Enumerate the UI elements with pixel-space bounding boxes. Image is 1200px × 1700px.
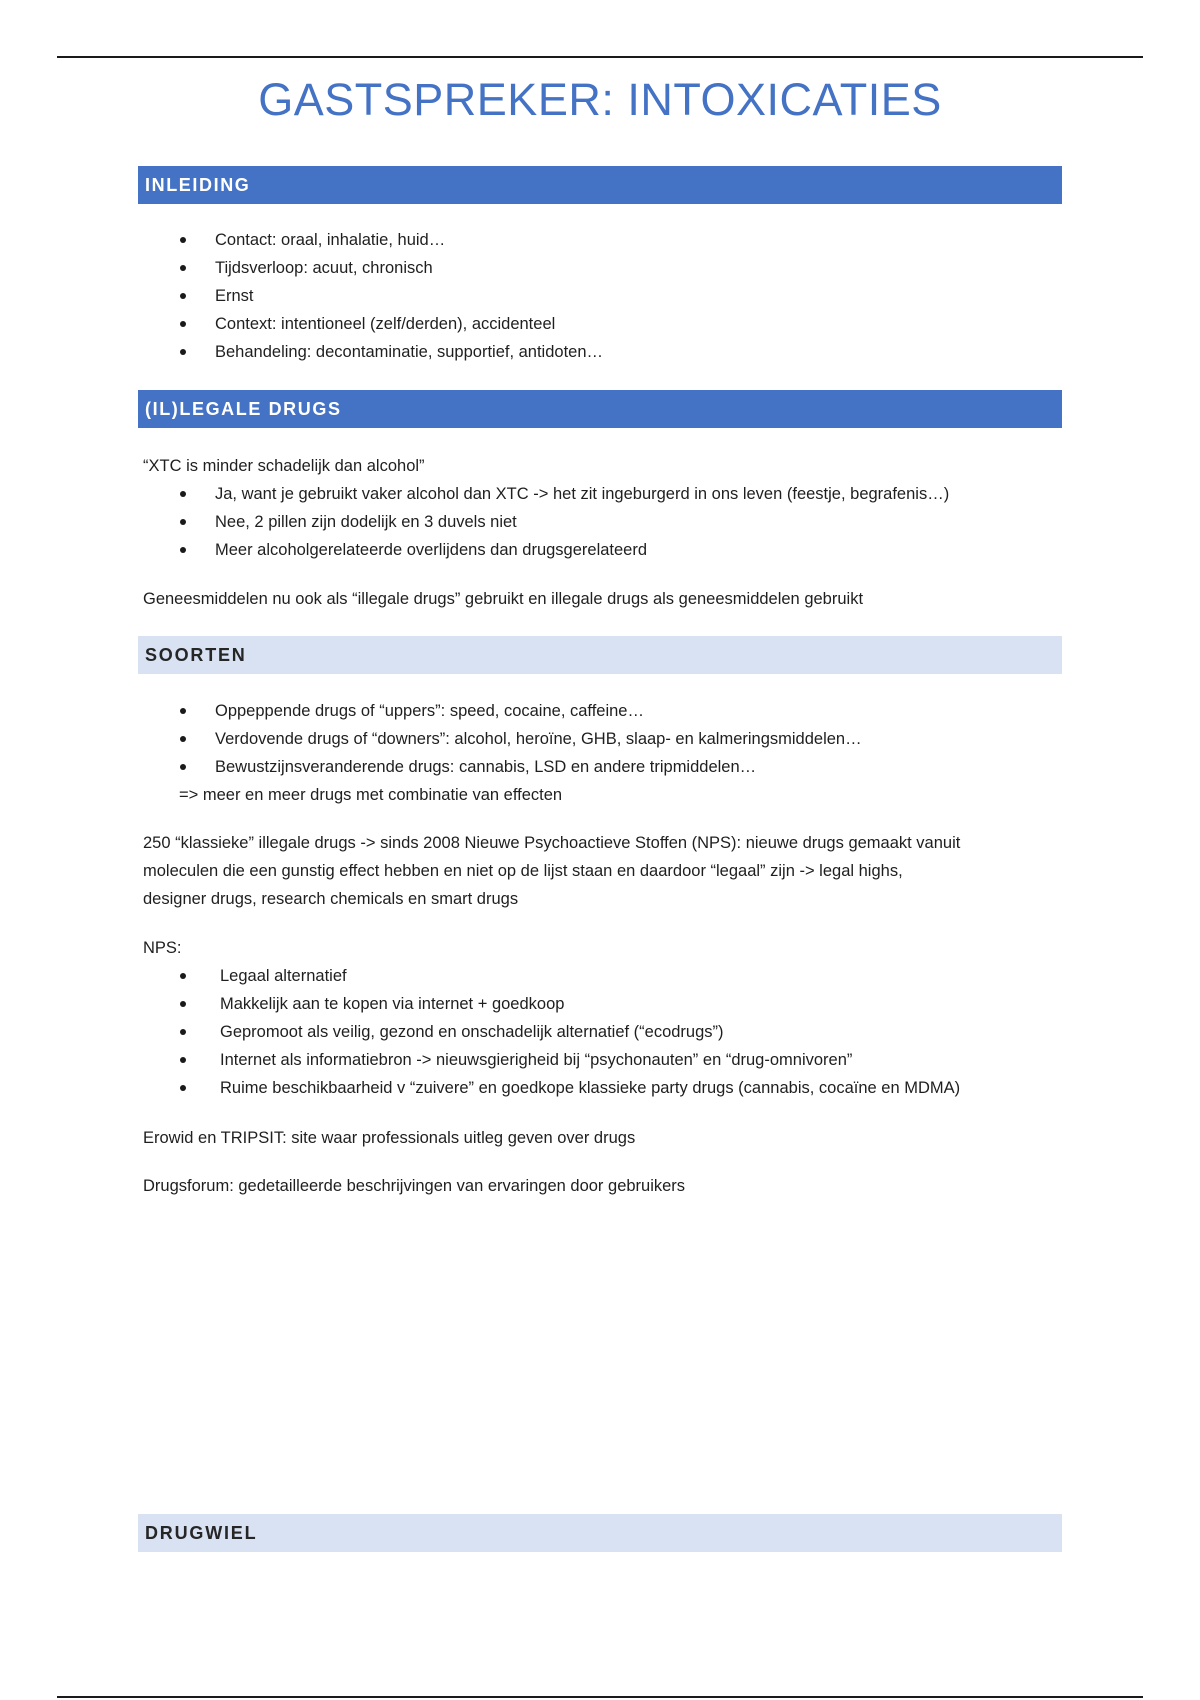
list-item: Behandeling: decontaminatie, supportief, antidoten…: [143, 338, 1063, 366]
list-item: Meer alcoholgerelateerde overlijdens dan drugsgerelateerd: [143, 536, 1063, 564]
heading-illegale-drugs: (IL)LEGALE DRUGS: [138, 390, 1062, 428]
list-item: Tijdsverloop: acuut, chronisch: [143, 254, 1063, 282]
list-item: Contact: oraal, inhalatie, huid…: [143, 226, 1063, 254]
erowid-text: Erowid en TRIPSIT: site waar professionals uitleg geven over drugs: [143, 1129, 636, 1147]
soorten-list: [143, 697, 1063, 781]
paragraph-line: moleculen die een gunstig effect hebben en niet op de lijst staan en daardoor “legaal” zijn -> legal highs,: [143, 862, 903, 880]
bottom-rule: [57, 1696, 1143, 1698]
drugs-list: [143, 480, 1063, 564]
erowid-block: [143, 1124, 1063, 1152]
top-rule: [57, 56, 1143, 58]
list-item: Context: intentioneel (zelf/derden), accidenteel: [143, 310, 1063, 338]
drugsforum-text: Drugsforum: gedetailleerde beschrijvingen van ervaringen door gebruikers: [143, 1177, 686, 1195]
drugs-note: Geneesmiddelen nu ook als “illegale drugs” gebruikt en illegale drugs als geneesmiddelen gebruikt: [143, 590, 864, 608]
list-item: Legaal alternatief: [143, 962, 1063, 990]
list-item: Gepromoot als veilig, gezond en onschadelijk alternatief (“ecodrugs”): [143, 1018, 1063, 1046]
drugs-note-block: [143, 585, 1063, 613]
inleiding-list: [143, 226, 1063, 366]
list-item: Ruime beschikbaarheid v “zuivere” en goedkope klassieke party drugs (cannabis, cocaïne en MDMA): [143, 1074, 1063, 1102]
paragraph-line: designer drugs, research chemicals en smart drugs: [143, 890, 519, 908]
heading-drugwiel-label: DRUGWIEL: [145, 1522, 258, 1543]
heading-soorten-label: SOORTEN: [145, 644, 247, 665]
list-item: Bewustzijnsveranderende drugs: cannabis, LSD en andere tripmiddelen…: [143, 753, 1063, 781]
inleiding-list-block: [143, 226, 1063, 366]
nps-label: NPS:: [143, 939, 182, 957]
heading-inleiding: INLEIDING: [138, 166, 1062, 204]
heading-soorten: [138, 636, 1062, 674]
quote-text: “XTC is minder schadelijk dan alcohol”: [143, 457, 425, 475]
nps-list: [143, 962, 1063, 1102]
list-item: Makkelijk aan te kopen via internet + goedkoop: [143, 990, 1063, 1018]
nps-block: [143, 934, 1063, 1102]
list-item: Internet als informatiebron -> nieuwsgierigheid bij “psychonauten” en “drug-omnivoren”: [143, 1046, 1063, 1074]
paragraph-line: 250 “klassieke” illegale drugs -> sinds 2008 Nieuwe Psychoactieve Stoffen (NPS): nieuwe drugs gemaakt vanuit: [143, 834, 961, 852]
arrow-note: => meer en meer drugs met combinatie van effecten: [179, 786, 563, 804]
list-item: Ernst: [143, 282, 1063, 310]
heading-drugwiel: [138, 1514, 1062, 1552]
list-item: Verdovende drugs of “downers”: alcohol, heroïne, GHB, slaap- en kalmeringsmiddelen…: [143, 725, 1063, 753]
nps-paragraph: [143, 829, 1063, 913]
list-item: Nee, 2 pillen zijn dodelijk en 3 duvels niet: [143, 508, 1063, 536]
soorten-block: [143, 697, 1063, 809]
page-title: GASTSPREKER: INTOXICATIES: [258, 74, 942, 125]
drugsforum-block: [143, 1172, 1063, 1200]
list-item: Oppeppende drugs of “uppers”: speed, cocaine, caffeine…: [143, 697, 1063, 725]
list-item: Ja, want je gebruikt vaker alcohol dan XTC -> het zit ingeburgerd in ons leven (feestje, begrafenis…): [143, 480, 1063, 508]
drugs-block: [143, 452, 1063, 564]
